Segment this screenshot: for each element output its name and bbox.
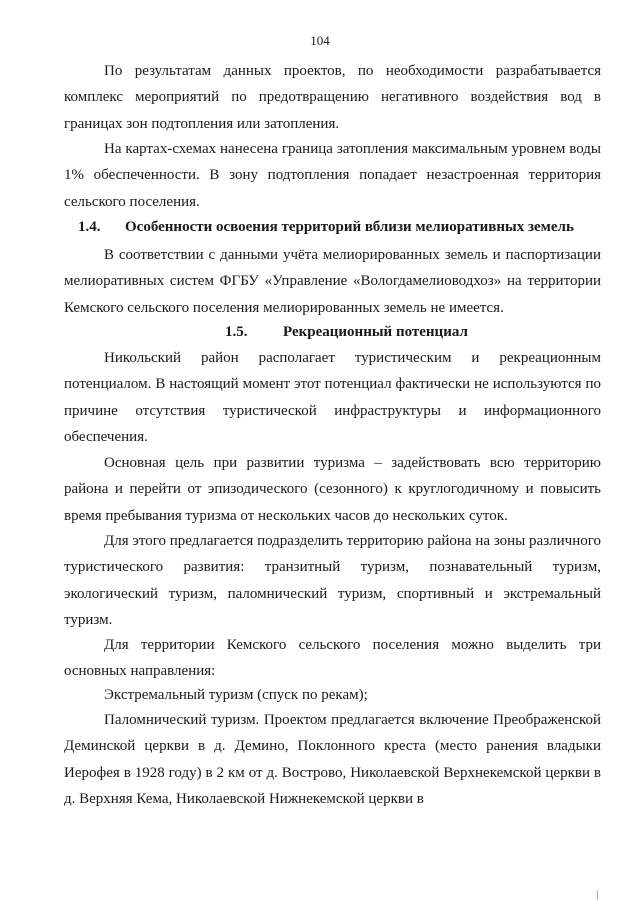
paragraph-flood-maps: На картах-схемах нанесена граница затопления максимальным уровнем воды 1% обеспеченности. В зону подтопления попадает незастроенная территория сельского поселения. xyxy=(64,141,601,210)
list-item-extreme-tourism: Экстремальный туризм (спуск по рекам); xyxy=(104,687,368,703)
page-number: 104 xyxy=(310,33,330,48)
paragraph-tourism-zones: Для этого предлагается подразделить территорию района на зоны различного туристического развития: транзитный туризм, познавательный туризм, экологический туризм, паломнический туризм, спортивный и экстремальный туризм. xyxy=(64,533,601,629)
section-number-1-5: 1.5. xyxy=(225,324,248,340)
paragraph-recreation-potential: Никольский район располагает туристическим и рекреационным потенциалом. В настоящий момент этот потенциал фактически не используются по причине отсутствия туристической инфраструктуры и информационного обеспечения. xyxy=(64,350,601,446)
paragraph-project-results: По результатам данных проектов, по необходимости разрабатывается комплекс мероприятий по предотвращению негативного воздействия вод в границах зон подтопления или затопления. xyxy=(64,63,601,132)
paragraph-tourism-goal: Основная цель при развитии туризма – задействовать всю территорию района и перейти от эпизодического (сезонного) к круглогодичному и повысить время пребывания туризма от нескольких часов до нескольких суток. xyxy=(64,455,601,524)
scan-margin-mark xyxy=(597,890,598,900)
section-title-1-4: Особенности освоения территорий вблизи мелиоративных земель xyxy=(125,219,574,235)
paragraph-pilgrimage-tourism: Паломнический туризм. Проектом предлагается включение Преображенской Деминской церкви в д. Демино, Поклонного креста (место ранения владыки Иерофея в 1928 году) в 2 км от д. Вострово, Николаевской Верхнекемской церкви в д. Верхняя Кема, Николаевской Нижнекемской церкви в xyxy=(64,712,601,808)
section-title-1-5: Рекреационный потенциал xyxy=(283,324,468,340)
paragraph-reclaimed-lands: В соответствии с данными учёта мелиорированных земель и паспортизации мелиоративных систем ФГБУ «Управление «Вологдамелиоводхоз» на территории Кемского сельского поселения мелиорированных земель не имеется. xyxy=(64,247,601,316)
section-number-1-4: 1.4. xyxy=(78,219,101,235)
paragraph-three-directions: Для территории Кемского сельского поселения можно выделить три основных направления: xyxy=(64,637,601,680)
